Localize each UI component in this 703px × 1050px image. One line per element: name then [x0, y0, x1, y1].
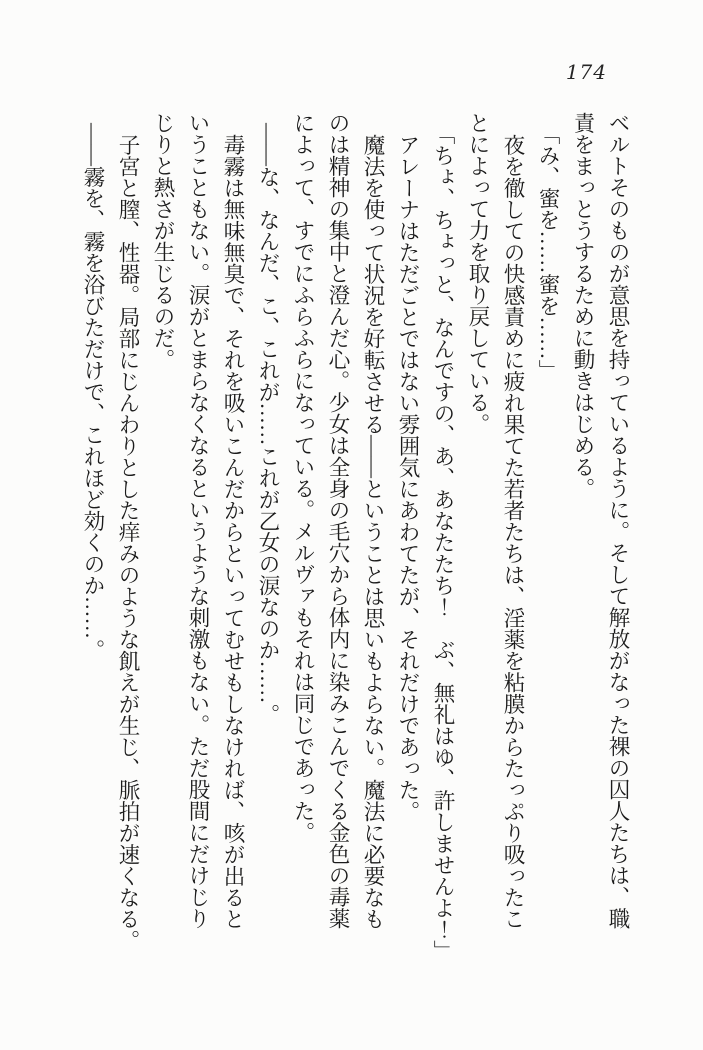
text-column: ――な、なんだ、こ、これが……これが乙女の涙なのか……。	[256, 122, 280, 725]
page-number: 174	[565, 60, 607, 84]
text-column: によって、すでにふらふらになっている。メルヴァもそれは同じであった。	[291, 112, 315, 843]
text-column: 子宮と膣、性器。局部にじんわりとした痒みのような飢えが生じ、脈拍が速くなる。	[116, 133, 140, 951]
text-column: アレーナはただごとではない雰囲気にあわてたが、それだけであった。	[396, 133, 420, 822]
text-column: とによって力を取り戻している。	[466, 112, 490, 435]
text-column: のは精神の集中と澄んだ心。少女は全身の毛穴から体内に染みこんでくる金色の毒薬	[326, 112, 350, 929]
text-column: 責をまっとうするために動きはじめる。	[571, 112, 595, 499]
text-column: じりと熱さが生じるのだ。	[151, 112, 175, 370]
text-column: 毒霧は無味無臭で、それを吸いこんだからといってむせもしなければ、咳が出ると	[221, 133, 245, 929]
text-column: 「ちょ、ちょっと、なんですの、あ、あなたたち！ ぶ、無礼はゆ、許しませんよ！」	[431, 122, 455, 962]
text-column: 「み、蜜を……蜜を……」	[536, 122, 560, 381]
text-column: ベルトそのものが意思を持っているように。そして解放がなった裸の囚人たちは、職	[606, 112, 630, 929]
text-column: 夜を徹しての快感責めに疲れ果てた若者たちは、淫薬を粘膜からたっぷり吸ったこ	[501, 133, 525, 929]
text-column: 魔法を使って状況を好転させる――ということは思いもよらない。魔法に必要なも	[361, 133, 385, 929]
text-column: いうこともない。涙がとまらなくなるというような刺激もない。ただ股間にだけじり	[186, 112, 210, 929]
text-column: ――霧を、霧を浴びただけで、これほど効くのか……。	[81, 122, 105, 661]
page-text	[75, 112, 635, 964]
